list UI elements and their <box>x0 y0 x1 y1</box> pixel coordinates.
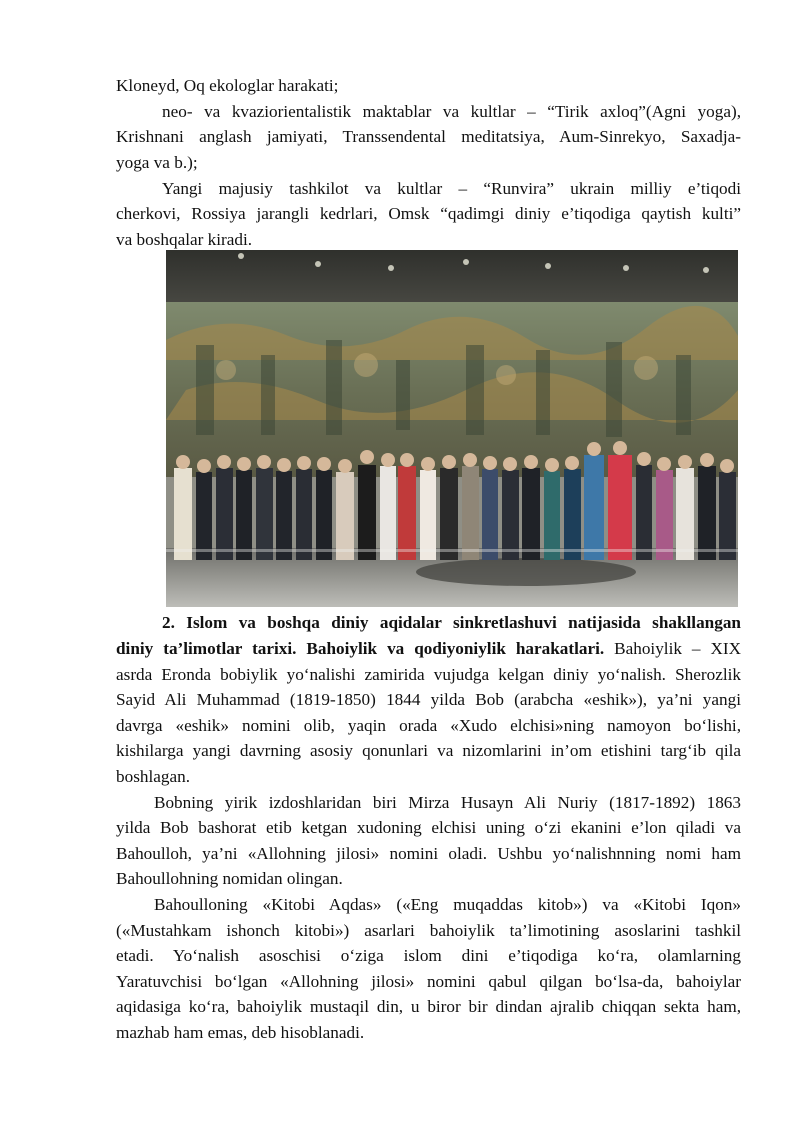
text-line: Yangi majusiy tashkilot va kultlar – “Runvira” ukrain milliy e’tiqodi <box>162 179 741 198</box>
text-line: («Mustahkam ishonch kitobi») asarlari bahoiylik ta’limotining asoslarini tashkil <box>116 921 741 940</box>
paragraph-text: Bahoiylik – XIX <box>604 639 741 658</box>
group-photo <box>166 250 738 607</box>
text-line: Yaratuvchisi bo‘lgan «Allohning jilosi» nomini qabul qilgan bo‘lsa-da, bahoiylar <box>116 972 741 991</box>
text-line: Sayid Ali Muhammad (1819-1850) 1844 yilda Bob (arabcha «eshik»), ya’ni yangi <box>116 690 741 709</box>
text-line: Bobning yirik izdoshlaridan biri Mirza Husayn Ali Nuriy (1817-1892) 1863 <box>154 793 741 812</box>
text-line: Bahoulloning «Kitobi Aqdas» («Eng muqaddas kitob») va «Kitobi Iqon» <box>154 895 741 914</box>
text-line: Bahoulloh, ya’ni «Allohning jilosi» nomini oladi. Ushbu yo‘nalishnning nomi ham <box>116 844 741 863</box>
text-line: cherkovi, Rossiya jarangli kedrlari, Omsk “qadimgi diniy e’tiqodiga qaytish kulti” <box>116 204 741 223</box>
text-line: va boshqalar kiradi. <box>116 230 253 249</box>
text-line: yoga va b.); <box>116 153 198 172</box>
section-heading <box>162 610 741 636</box>
text-line: Bahoullohning nomidan olingan. <box>116 869 343 888</box>
text-line: Kloneyd, Oq ekologlar harakati; <box>116 76 339 95</box>
text-line: Krishnani anglash jamiyati, Transsendental meditatsiya, Aum-Sinrekyo, Saxadja- <box>116 127 741 146</box>
section-heading-line1: 2. Islom va boshqa diniy aqidalar sinkretlashuvi natijasida shakllangan <box>162 613 741 632</box>
text-line: davrga «eshik» nomini olib, yaqin orada «Xudo elchisi»ning namoyon bo‘lishi, <box>116 716 741 735</box>
text-line: asrda Eronda bobiylik yo‘nalishi zamirida vujudga kelgan diniy yo‘nalish. Sherozlik <box>116 665 741 684</box>
text-line: etadi. Yo‘nalish asoschisi o‘ziga islom dini e’tiqodiga ko‘ra, olamlarning <box>116 946 741 965</box>
section-heading-line2: diniy ta’limotlar tarixi. Bahoiylik va qodiyoniylik harakatlari. <box>116 639 605 658</box>
text-line: boshlagan. <box>116 767 190 786</box>
text-line: yilda Bob bashorat etib ketgan xudoning elchisi uning o‘zi ekanini e’lon qiladi va <box>116 818 741 837</box>
text-line: neo- va kvaziorientalistik maktablar va kultlar – “Tirik axloq”(Agni yoga), <box>162 102 741 121</box>
text-line <box>116 636 741 662</box>
text-line: mazhab ham emas, deb hisoblanadi. <box>116 1023 365 1042</box>
text-line: kishilarga yangi davrning asosiy qonunlari va nizomlarini in’om etishini targ‘ib qila <box>116 741 741 760</box>
text-line: aqidasiga ko‘ra, bahoiylik mustaqil din, u biror bir dindan ajralib chiqqan sekta ham, <box>116 997 741 1016</box>
